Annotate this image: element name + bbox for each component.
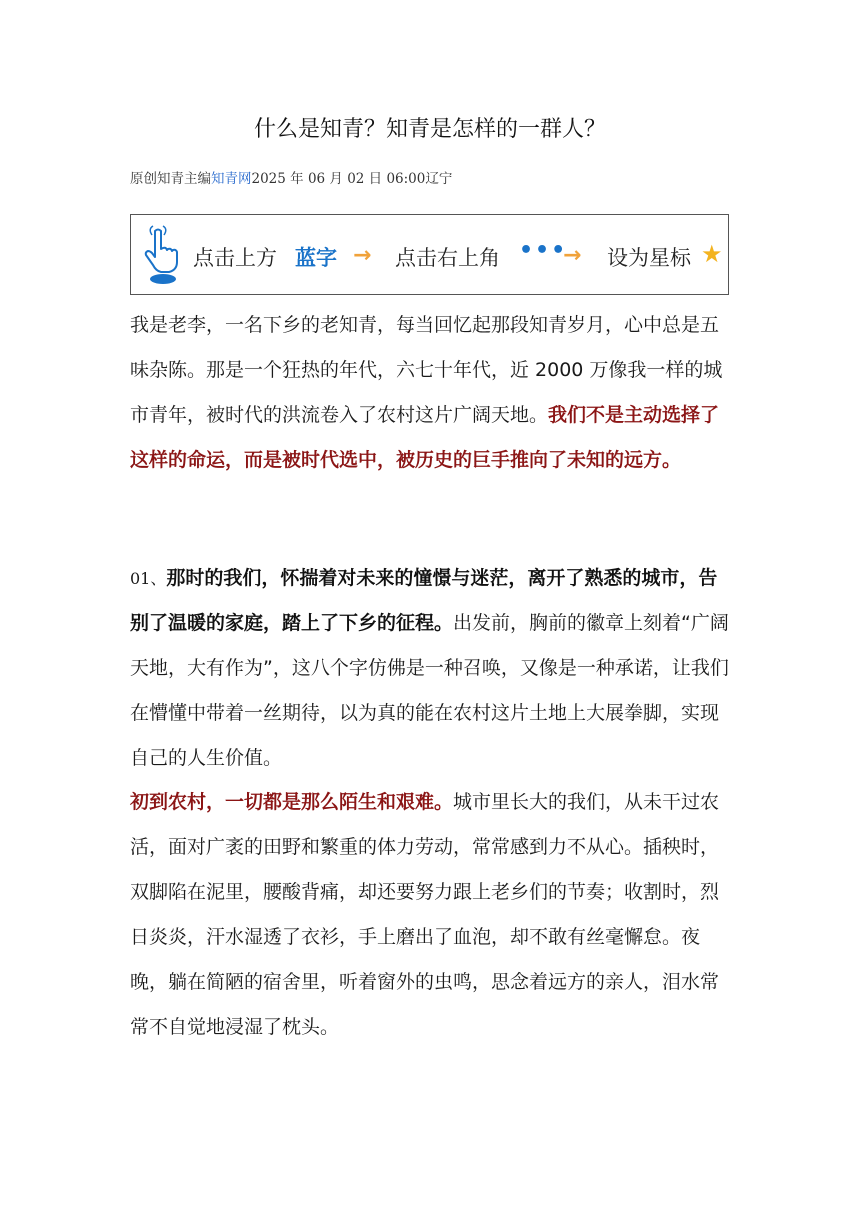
meta-account-link[interactable]: 知青网 [211, 171, 252, 187]
pointing-hand-icon [141, 225, 181, 285]
section-number: 01、 [130, 569, 167, 588]
paragraph-3-emphasis: 初到农村，一切都是那么陌生和艰难。 [130, 791, 454, 813]
paragraph-3 [130, 780, 730, 1050]
article-meta [130, 167, 452, 187]
more-dots-icon: ••• [519, 238, 568, 263]
paragraph-2-text: 出发前，胸前的徽章上刻着“广阔天地，大有作为”，这八个字仿佛是一种召唤，又像是一种承诺，让我们在懵懂中带着一丝期待，以为真的能在农村这片土地上大展拳脚，实现自己的人生价值。 [130, 612, 729, 769]
follow-step2: 点击右上角 [395, 246, 500, 270]
meta-location: 辽宁 [425, 171, 453, 187]
meta-author: 原创知青主编 [130, 171, 211, 187]
follow-step1: 点击上方 [193, 246, 277, 270]
paragraph-1 [130, 303, 730, 483]
arrow-right-icon: → [353, 243, 372, 268]
follow-step3: 设为星标 [607, 246, 691, 270]
paragraph-1-emphasis: 我们不是主动选择了这样的命运，而是被时代选中，被历史的巨手推向了未知的远方。 [130, 404, 720, 471]
star-icon: ★ [701, 240, 723, 268]
paragraph-1-text: 我是老李，一名下乡的老知青，每当回忆起那段知青岁月，心中总是五味杂陈。那是一个狂热的年代，六七十年代，近 2000 万像我一样的城市青年，被时代的洪流卷入了农村这片广阔天地。 [130, 314, 723, 426]
meta-date: 2025 年 06 月 02 日 06:00 [251, 171, 426, 187]
article-title: 什么是知青？知青是怎样的一群人？ [253, 117, 606, 142]
arrow-right-icon: → [563, 243, 582, 268]
paragraph-3-text: 城市里长大的我们，从未干过农活，面对广袤的田野和繁重的体力劳动，常常感到力不从心。插秧时，双脚陷在泥里，腰酸背痛，却还要努力跟上老乡们的节奏；收割时，烈日炎炎，汗水湿透了衣衫，手上磨出了血泡，却不敢有丝毫懈怠。夜晚，躺在简陋的宿舍里，听着窗外的虫鸣，思念着远方的亲人，泪水常常不自觉地浸湿了枕头。 [130, 791, 720, 1038]
paragraph-2 [130, 556, 730, 781]
follow-step1-blue-text: 蓝字 [295, 246, 337, 270]
paragraph-2-bold: 那时的我们，怀揣着对未来的憧憬与迷茫，离开了熟悉的城市，告别了温暖的家庭，踏上了下乡的征程。 [130, 567, 718, 634]
follow-banner [130, 214, 729, 295]
